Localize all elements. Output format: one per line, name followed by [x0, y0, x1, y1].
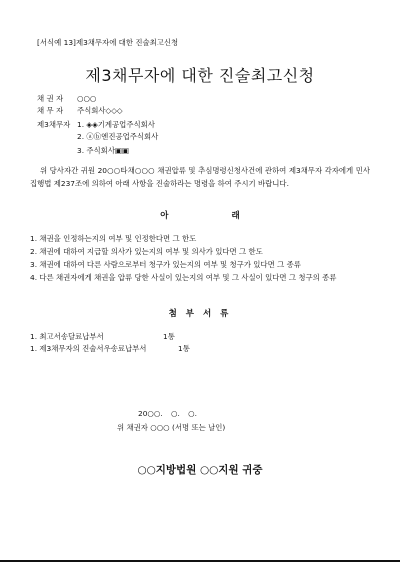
third-debtor-1: 1. ◈◈기계공업주식회사 [77, 120, 155, 129]
court-addressee: ○○지방법원 ○○지원 귀중 [137, 464, 263, 476]
third-debtor-2: 2. ⓐⓑ엔진공업주식회사 [77, 132, 159, 141]
request-body: 위 당사자간 귀원 20○○타채○○○ 채권압류 및 추심명령신청사건에 관하여 제3채무자 각자에게 민사집행법 제237조에 의하여 아래 사항을 진술하라는 명령을 하여 주시기 바랍니다. [30, 166, 370, 188]
form-header-note: [서식예 13]제3채무자에 대한 진술최고신청 [37, 38, 179, 47]
bottom-rule [0, 560, 400, 562]
list-item: 4. 다른 채권자에게 채권을 압류 당한 사실이 있는지의 여부 및 그 사실이 있다면 그 청구의 종류 [30, 273, 337, 282]
attachments-heading: 첨 부 서 류 [168, 309, 232, 319]
debtor-line [37, 105, 123, 116]
creditor-label: 채 권 자 [37, 94, 64, 103]
third-debtor-line [37, 119, 155, 130]
third-debtor-label: 제3채무자 [37, 120, 71, 129]
document-title: 제3채무자에 대한 진술최고신청 [85, 66, 315, 85]
list-item: 1. 채권을 인정하는지의 여부 및 인정한다면 그 한도 [30, 234, 197, 243]
attachment-name: 1. 제3채무자의 진술서우송료납부서 [30, 344, 147, 353]
creditor-value: ○○○ [77, 94, 97, 103]
debtor-value: 주식회사◇◇◇ [77, 106, 123, 115]
signature-line: 위 채권자 ○○○ (서명 또는 날인) [117, 423, 226, 432]
third-debtor-3: 3. 주식회사▣▣ [77, 146, 129, 155]
attachment-qty: 1통 [178, 344, 190, 353]
attachment-row [30, 343, 190, 354]
attachment-row [30, 331, 175, 342]
list-item: 3. 채권에 대하여 다른 사람으로부터 청구가 있는지의 여부 및 청구가 있다면 그 종류 [30, 260, 301, 269]
section-heading: 아 래 [160, 211, 240, 221]
attachment-name: 1. 최고서송달료납부서 [30, 332, 104, 341]
list-item: 2. 채권에 대하여 지급할 의사가 있는지의 여부 및 의사가 있다면 그 한도 [30, 247, 263, 256]
attachment-qty: 1통 [163, 332, 175, 341]
debtor-label: 채 무 자 [37, 106, 64, 115]
document-date: 20○○. ○. ○. [138, 409, 197, 418]
creditor-line [37, 93, 96, 104]
